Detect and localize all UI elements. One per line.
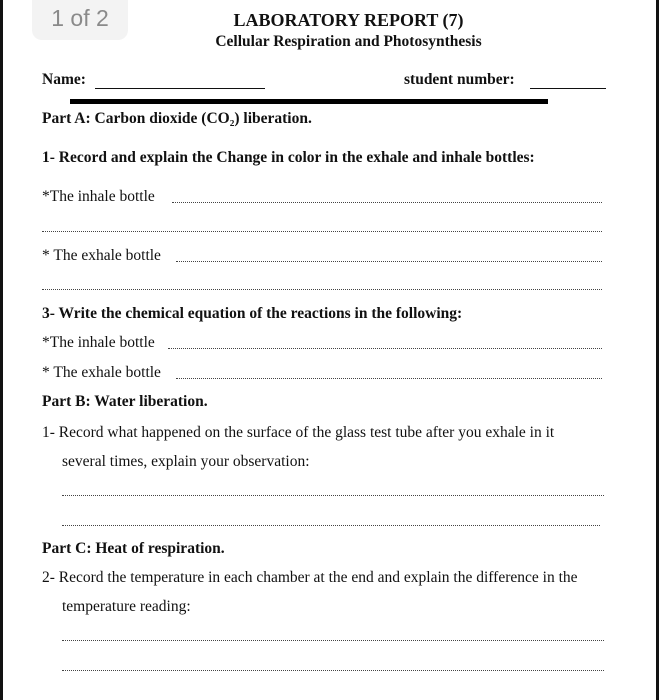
part-b-heading: Part B: Water liberation. bbox=[42, 393, 208, 410]
page-indicator: 1 of 2 bbox=[32, 0, 128, 40]
answer-line[interactable] bbox=[176, 261, 602, 262]
answer-line[interactable] bbox=[172, 202, 602, 203]
student-number-field[interactable] bbox=[530, 76, 606, 89]
report-subtitle: Cellular Respiration and Photosynthesis bbox=[215, 33, 482, 50]
question-c2-line2: temperature reading: bbox=[62, 598, 191, 615]
question-b1-line2: several times, explain your observation: bbox=[62, 453, 310, 470]
answer-line[interactable] bbox=[42, 289, 602, 290]
answer-line[interactable] bbox=[62, 525, 600, 526]
answer-line[interactable] bbox=[176, 378, 602, 379]
inhale-label-2: *The inhale bottle bbox=[42, 334, 155, 351]
exhale-label-2: * The exhale bottle bbox=[42, 364, 161, 381]
answer-line[interactable] bbox=[42, 231, 602, 232]
question-1: 1- Record and explain the Change in color in the exhale and inhale bottles: bbox=[42, 149, 535, 166]
report-title: LABORATORY REPORT (7) bbox=[233, 10, 464, 30]
answer-line[interactable] bbox=[62, 640, 604, 641]
question-c2-line1: 2- Record the temperature in each chamber at the end and explain the difference in the bbox=[42, 569, 578, 586]
question-b1-line1: 1- Record what happened on the surface of the glass test tube after you exhale in it bbox=[42, 424, 555, 441]
part-c-heading: Part C: Heat of respiration. bbox=[42, 540, 225, 557]
name-field[interactable] bbox=[95, 76, 265, 89]
exhale-label: * The exhale bottle bbox=[42, 247, 161, 264]
inhale-label: *The inhale bottle bbox=[42, 188, 155, 205]
divider bbox=[70, 99, 548, 104]
answer-line[interactable] bbox=[168, 348, 602, 349]
answer-line[interactable] bbox=[62, 670, 604, 671]
name-label: Name: bbox=[42, 71, 86, 88]
viewer-edge-left bbox=[0, 0, 3, 700]
answer-line[interactable] bbox=[62, 495, 604, 496]
question-3: 3- Write the chemical equation of the reactions in the following: bbox=[42, 305, 463, 322]
student-number-label: student number: bbox=[404, 71, 515, 88]
part-a-heading: Part A: Carbon dioxide (CO₂) liberation. bbox=[42, 110, 312, 127]
